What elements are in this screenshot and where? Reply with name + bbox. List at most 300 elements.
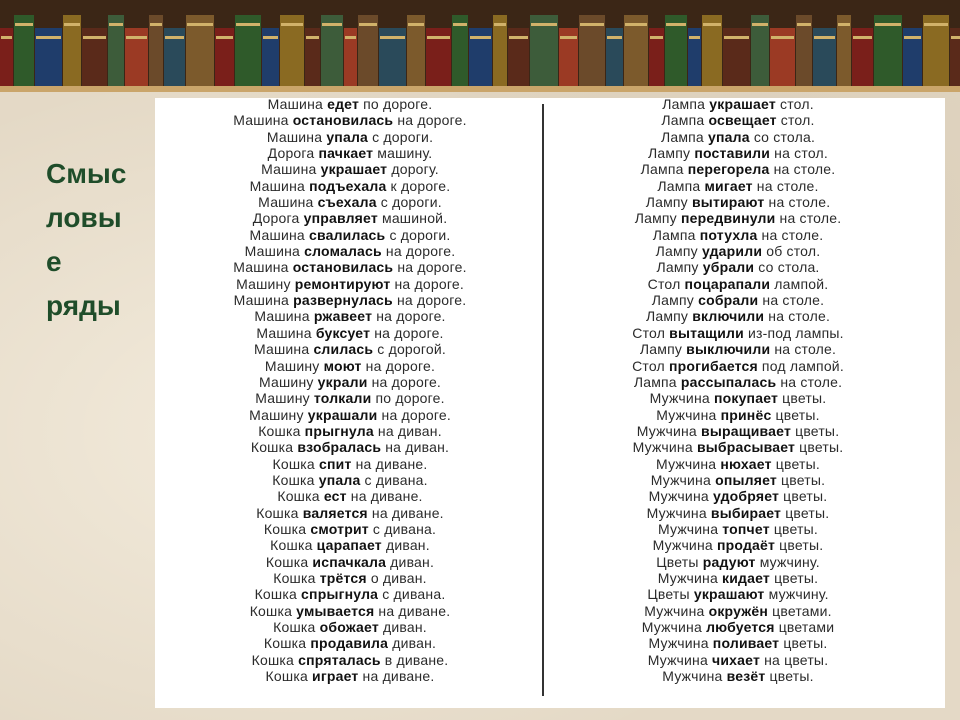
sentence-subject: Мужчина: [644, 602, 709, 619]
sentence-verb: окружён: [708, 602, 769, 619]
sentence-line: [160, 603, 540, 619]
book-band: [650, 36, 663, 39]
sentence-subject: Машина: [233, 112, 293, 129]
sentence-rest: на диван.: [373, 422, 442, 439]
book-band: [924, 23, 948, 26]
sentence-verb: упала: [708, 128, 750, 145]
book-band: [408, 23, 424, 26]
sentence-verb: упала: [326, 128, 369, 145]
sentence-rest: об стол.: [762, 243, 821, 260]
sentence-rest: с дороги.: [376, 194, 442, 211]
book-band: [345, 36, 356, 39]
sentence-verb: валяется: [302, 504, 368, 521]
sentence-rest: машиной.: [377, 210, 448, 227]
sentence-verb: топчет: [722, 520, 770, 537]
sentence-subject: Машина: [261, 161, 321, 178]
sentence-verb: трётся: [319, 569, 367, 586]
sentence-verb: буксует: [315, 324, 371, 341]
sentence-subject: Стол: [632, 324, 670, 341]
book-band: [797, 23, 811, 26]
book-band: [724, 36, 749, 39]
sentence-rest: цветы.: [778, 390, 827, 407]
book-band: [875, 23, 901, 26]
sentence-verb: принёс: [720, 406, 772, 423]
sentence-verb: украшали: [307, 406, 378, 423]
sentence-subject: Машина: [267, 96, 328, 112]
sentence-line: [548, 292, 928, 308]
sentence-subject: Машину: [264, 357, 324, 374]
sentence-subject: Машину: [258, 373, 318, 390]
book-band: [509, 36, 528, 39]
sentence-rest: на столе.: [769, 161, 836, 178]
sentence-subject: Кошка: [272, 471, 319, 488]
sentence-rest: на стол.: [770, 145, 828, 162]
sentence-rest: на дороге.: [361, 357, 436, 374]
sentence-subject: Стол: [647, 275, 685, 292]
bookshelf-banner: [0, 0, 960, 92]
sentence-verb: толкали: [313, 390, 372, 407]
sentence-subject: Машина: [253, 341, 314, 358]
sentence-verb: поцарапали: [684, 275, 771, 292]
sentence-verb: упала: [318, 471, 361, 488]
sentence-rest: на диване.: [351, 455, 428, 472]
sentence-rest: по дороге.: [359, 96, 433, 112]
sentence-verb: продавила: [310, 635, 389, 652]
sentence-verb: опыляет: [715, 471, 777, 488]
sentence-rest: диван.: [378, 619, 427, 635]
sentence-subject: Дорога: [267, 145, 319, 162]
sentence-line: [160, 178, 540, 194]
sentence-verb: вытащили: [669, 324, 744, 341]
sentence-subject: Кошка: [251, 651, 299, 668]
sentence-subject: Лампу: [648, 145, 695, 162]
sentence-verb: слилась: [313, 341, 374, 358]
sentence-subject: Мужчина: [636, 422, 702, 439]
sentence-verb: спрыгнула: [301, 586, 379, 603]
sentence-verb: пачкает: [318, 145, 374, 162]
sentence-verb: покупает: [713, 390, 779, 407]
sentence-line: [548, 537, 928, 553]
sentence-rest: на дороге.: [370, 324, 444, 341]
sentence-line: [548, 472, 928, 488]
book-band: [380, 36, 405, 39]
sentence-subject: Лампу: [645, 194, 692, 211]
book-band: [427, 36, 450, 39]
sentence-subject: Машину: [249, 406, 308, 423]
sentence-subject: Цветы: [647, 586, 694, 603]
sentence-verb: собрали: [698, 292, 759, 309]
shelf-plank: [0, 86, 960, 92]
sentence-line: [160, 570, 540, 586]
sentence-subject: Кошка: [249, 602, 297, 619]
book-band: [607, 36, 622, 39]
sentence-rest: на столе.: [752, 177, 819, 194]
sentence-rest: с дороги.: [368, 128, 434, 145]
sentence-verb: прыгнула: [304, 422, 374, 439]
sentence-verb: убрали: [702, 259, 755, 276]
sentence-subject: Кошка: [273, 619, 320, 635]
sentence-subject: Машина: [233, 292, 294, 309]
sentence-rest: цветы.: [769, 569, 819, 586]
sentence-line: [160, 194, 540, 210]
sentence-verb: моют: [323, 357, 362, 374]
sentence-verb: передвинули: [680, 210, 776, 227]
sentence-rest: на дороге.: [372, 308, 446, 325]
sentence-line: [160, 358, 540, 374]
sentence-verb: ремонтируют: [294, 275, 391, 292]
sentence-rest: на дороге.: [381, 243, 456, 260]
sentence-subject: Мужчина: [632, 439, 697, 456]
sentence-line: [160, 227, 540, 243]
sentence-verb: выращивает: [701, 422, 792, 439]
sentence-subject: Мужчина: [646, 504, 711, 521]
sentence-rest: стол.: [776, 112, 815, 129]
book-band: [359, 23, 377, 26]
sentence-line: [160, 521, 540, 537]
sentence-rest: на дороге.: [392, 292, 467, 309]
book-band: [15, 23, 33, 26]
sentence-line: [548, 521, 928, 537]
sentence-line: [160, 635, 540, 651]
sentence-line: [160, 259, 540, 275]
sentence-rest: на столе.: [758, 292, 825, 309]
sentence-verb: включили: [692, 308, 765, 325]
sentence-verb: любуется: [706, 619, 775, 635]
sentence-line: [160, 276, 540, 292]
sentence-verb: украли: [317, 373, 368, 390]
sentence-verb: остановилась: [292, 259, 394, 276]
sentence-subject: Мужчина: [656, 406, 721, 423]
sentence-rest: с дивана.: [368, 520, 437, 537]
sentence-rest: диван.: [381, 537, 430, 554]
sentence-subject: Лампа: [652, 226, 700, 243]
sentence-verb: прогибается: [668, 357, 758, 374]
sentence-line: [160, 210, 540, 226]
sentence-verb: поставили: [694, 145, 771, 162]
sentence-line: [160, 161, 540, 177]
sentence-subject: Лампу: [656, 259, 703, 276]
title-line: ловы: [46, 202, 122, 233]
sentence-line: [160, 292, 540, 308]
sentence-line: [160, 374, 540, 390]
sentence-verb: царапает: [316, 537, 382, 554]
sentence-line: [548, 619, 928, 635]
sentence-verb: мигает: [704, 177, 753, 194]
sentence-line: [548, 652, 928, 668]
sentence-rest: диван.: [386, 553, 435, 570]
sentence-line: [548, 488, 928, 504]
sentence-line: [160, 505, 540, 521]
sentence-rest: цветами.: [768, 602, 832, 619]
sentence-verb: остановилась: [292, 112, 394, 129]
book-band: [306, 36, 319, 39]
sentence-line: [160, 325, 540, 341]
sentence-verb: ударили: [701, 243, 763, 260]
book-band: [36, 36, 61, 39]
book-band: [150, 23, 162, 26]
sentence-line: [548, 227, 928, 243]
sentence-rest: на цветы.: [760, 651, 829, 668]
sentence-line: [548, 407, 928, 423]
book-band: [625, 23, 647, 26]
sentence-verb: освещает: [708, 112, 777, 129]
sentence-line: [160, 145, 540, 161]
sentence-subject: Лампа: [662, 96, 710, 112]
sentence-rest: со стола.: [749, 128, 816, 145]
sentence-verb: рассыпалась: [680, 373, 777, 390]
book-band: [560, 36, 577, 39]
sentence-subject: Мужчина: [649, 390, 714, 407]
sentence-verb: ест: [323, 488, 347, 505]
book-band: [853, 36, 872, 39]
sentence-line: [548, 456, 928, 472]
sentence-line: [548, 554, 928, 570]
book-band: [838, 23, 850, 26]
sentence-rest: на диване.: [346, 488, 423, 505]
sentence-verb: спит: [319, 455, 352, 472]
sentence-rest: цветы.: [795, 439, 844, 456]
sentence-rest: на диване.: [367, 504, 444, 521]
sentence-rest: с дороги.: [385, 226, 451, 243]
sentence-verb: едет: [327, 96, 360, 112]
book-band: [703, 23, 721, 26]
sentence-rest: цветы.: [779, 635, 828, 652]
sentence-line: [160, 407, 540, 423]
sentence-subject: Машину: [236, 275, 295, 292]
sentence-rest: на столе.: [764, 194, 831, 211]
sentence-rest: из-под лампы.: [743, 324, 844, 341]
sentence-rest: по дороге.: [371, 390, 445, 407]
sentence-rest: цветами: [774, 619, 835, 635]
sentence-rest: на столе.: [770, 341, 837, 358]
sentence-rest: цветы.: [765, 668, 814, 685]
sentence-subject: Кошка: [263, 520, 311, 537]
sentence-subject: Дорога: [252, 210, 304, 227]
sentence-verb: нюхает: [720, 455, 772, 472]
sentence-line: [548, 129, 928, 145]
sentence-subject: Машина: [244, 243, 305, 260]
sentence-line: [548, 586, 928, 602]
sentence-verb: подъехала: [309, 177, 387, 194]
left-column: [160, 96, 540, 684]
sentence-subject: Лампу: [655, 243, 702, 260]
sentence-rest: на столе.: [764, 308, 831, 325]
sentence-rest: с дивана.: [378, 586, 446, 603]
sentence-line: [160, 112, 540, 128]
sentence-subject: Кошка: [250, 439, 298, 456]
sentence-line: [160, 472, 540, 488]
book-band: [689, 36, 700, 39]
book-band: [281, 23, 303, 26]
sentence-line: [160, 652, 540, 668]
sentence-verb: играет: [312, 668, 359, 685]
sentence-verb: продаёт: [716, 537, 776, 554]
sentence-line: [160, 537, 540, 553]
sentence-subject: Мужчина: [650, 471, 716, 488]
sentence-line: [160, 129, 540, 145]
sentence-subject: Машина: [256, 324, 316, 341]
sentence-rest: на диван.: [381, 439, 450, 456]
sentence-subject: Кошка: [265, 553, 313, 570]
book-band: [951, 36, 960, 39]
book-band: [814, 36, 835, 39]
sentence-line: [160, 554, 540, 570]
sentence-line: [160, 619, 540, 635]
sentence-line: [160, 308, 540, 324]
sentence-verb: выбирает: [710, 504, 782, 521]
sentence-line: [160, 488, 540, 504]
sentence-subject: Машина: [254, 308, 314, 325]
sentence-rest: на диване.: [374, 602, 451, 619]
sentence-line: [548, 161, 928, 177]
sentence-rest: на столе.: [775, 210, 842, 227]
sentence-rest: цветы.: [769, 520, 819, 537]
sentence-rest: на дороге.: [367, 373, 442, 390]
sentence-subject: Мужчина: [656, 455, 721, 472]
sentence-line: [548, 243, 928, 259]
title-line: е: [46, 246, 62, 277]
sentence-rest: с дорогой.: [373, 341, 447, 358]
sentence-rest: на дороге.: [390, 275, 464, 292]
sentence-line: [160, 423, 540, 439]
sentence-verb: украшает: [320, 161, 388, 178]
sentence-subject: Мужчина: [648, 488, 713, 505]
sentence-subject: Лампу: [639, 341, 687, 358]
sentence-line: [548, 276, 928, 292]
sentence-verb: сломалась: [304, 243, 382, 260]
sentence-verb: выключили: [686, 341, 771, 358]
sentence-subject: Мужчина: [657, 520, 723, 537]
sentence-verb: перегорела: [687, 161, 770, 178]
sentence-line: [160, 341, 540, 357]
sentence-line: [548, 358, 928, 374]
sentence-subject: Лампа: [657, 177, 705, 194]
sentence-subject: Лампа: [640, 161, 688, 178]
sentence-line: [548, 635, 928, 651]
book-band: [64, 23, 80, 26]
book-band: [126, 36, 147, 39]
sentence-subject: Цветы: [656, 553, 703, 570]
sentence-subject: Кошка: [272, 455, 319, 472]
sentence-subject: Мужчина: [648, 635, 713, 652]
sentence-subject: Кошка: [258, 422, 305, 439]
sentence-line: [548, 603, 928, 619]
title-line: Смыс: [46, 158, 127, 189]
sentence-subject: Кошка: [256, 504, 303, 521]
sentence-rest: на дороге.: [393, 259, 467, 276]
sentence-line: [548, 308, 928, 324]
sentence-rest: с дивана.: [360, 471, 428, 488]
sentence-rest: цветы.: [781, 504, 830, 521]
right-column: [548, 96, 928, 684]
column-divider: [542, 104, 544, 696]
book-band: [752, 23, 768, 26]
sentence-rest: мужчину.: [755, 553, 820, 570]
book-band: [216, 36, 233, 39]
sentence-subject: Лампу: [634, 210, 681, 227]
sentence-subject: Лампу: [645, 308, 693, 325]
sentence-verb: кидает: [722, 569, 770, 586]
sentence-line: [548, 570, 928, 586]
sentence-subject: Лампа: [633, 373, 681, 390]
sentence-verb: украшают: [693, 586, 765, 603]
book-band: [109, 23, 123, 26]
sentence-subject: Машина: [233, 259, 293, 276]
sentence-verb: радуют: [702, 553, 756, 570]
sentence-rest: со стола.: [754, 259, 820, 276]
sentence-subject: Машину: [255, 390, 314, 407]
sentence-line: [548, 259, 928, 275]
sentence-subject: Кошка: [254, 586, 302, 603]
slide-title: [46, 152, 146, 328]
sentence-line: [548, 374, 928, 390]
book-band: [1, 36, 12, 39]
sentence-rest: на дороге.: [393, 112, 467, 129]
sentence-rest: о диван.: [366, 569, 427, 586]
sentence-verb: спряталась: [298, 651, 381, 668]
sentence-verb: вытирают: [691, 194, 765, 211]
sentence-verb: чихает: [712, 651, 760, 668]
sentence-line: [548, 145, 928, 161]
book-band: [494, 23, 506, 26]
sentence-rest: стол.: [775, 96, 814, 112]
sentence-verb: удобряет: [712, 488, 780, 505]
sentence-line: [160, 439, 540, 455]
sentence-rest: цветы.: [775, 537, 824, 554]
sentence-verb: управляет: [303, 210, 378, 227]
book-band: [666, 23, 686, 26]
sentence-subject: Лампа: [660, 128, 709, 145]
book-band: [187, 23, 213, 26]
sentence-verb: умывается: [296, 602, 375, 619]
sentence-rest: диван.: [388, 635, 437, 652]
sentence-verb: ржавеет: [313, 308, 373, 325]
sentence-line: [548, 96, 928, 112]
sentence-verb: смотрит: [310, 520, 369, 537]
sentence-subject: Мужчина: [647, 651, 713, 668]
sentence-verb: взобралась: [297, 439, 382, 456]
sentence-line: [160, 456, 540, 472]
sentence-rest: на столе.: [776, 373, 843, 390]
sentence-verb: обожает: [319, 619, 379, 635]
sentence-rest: на дороге.: [377, 406, 451, 423]
sentence-line: [548, 390, 928, 406]
sentence-line: [160, 96, 540, 112]
sentence-line: [548, 112, 928, 128]
sentence-rest: дорогу.: [387, 161, 439, 178]
sentence-rest: цветы.: [771, 406, 820, 423]
sentence-rest: на диване.: [358, 668, 435, 685]
sentence-verb: потухла: [699, 226, 758, 243]
sentence-verb: съехала: [317, 194, 377, 211]
book-band: [322, 23, 342, 26]
sentence-verb: испачкала: [312, 553, 387, 570]
sentence-rest: под лампой.: [757, 357, 844, 374]
sentence-subject: Мужчина: [662, 668, 727, 685]
sentence-rest: к дороге.: [386, 177, 451, 194]
sentence-verb: украшает: [709, 96, 776, 112]
sentence-line: [548, 325, 928, 341]
book-band: [453, 23, 467, 26]
sentence-rest: машину.: [373, 145, 433, 162]
sentence-subject: Лампу: [651, 292, 699, 309]
sentence-rest: в диване.: [380, 651, 449, 668]
book-band: [580, 23, 604, 26]
sentence-rest: цветы.: [771, 455, 820, 472]
sentence-line: [548, 668, 928, 684]
sentence-subject: Машина: [266, 128, 327, 145]
sentence-subject: Кошка: [273, 569, 320, 586]
